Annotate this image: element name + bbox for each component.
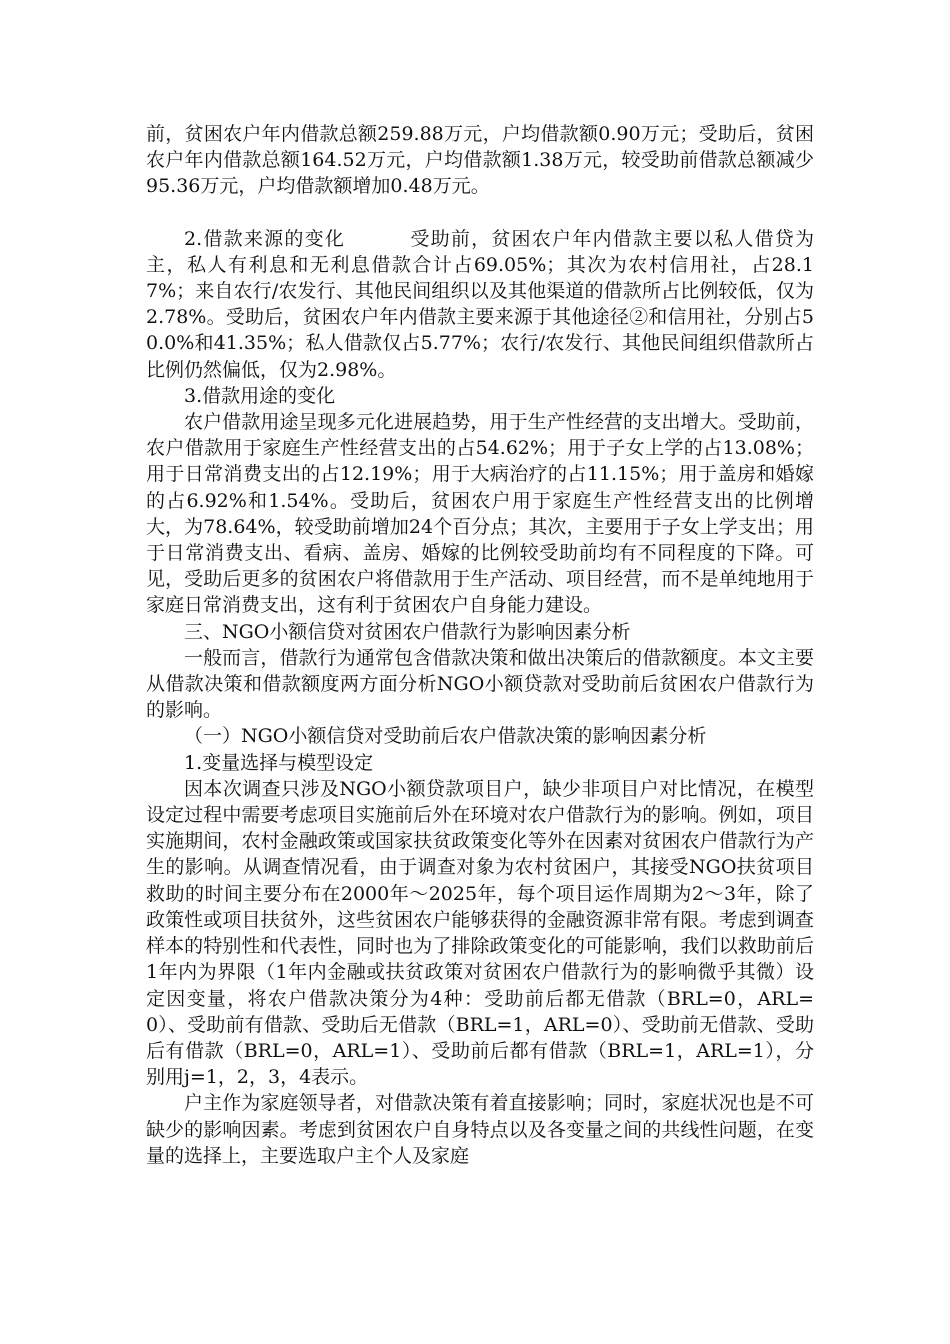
section-heading-influence-factors: 三、NGO小额信贷对贫困农户借款行为影响因素分析 — [184, 620, 631, 643]
paragraph-loan-source-body: 受助前，贫困农户年内借款主要以私人借贷为主，私人有利息和无利息借款合计占69.05%；其次为农村信用社，占28.17%；来自农行/农发行、其他民间组织以及其他渠道的借款所占比例较低，仅为2.78%。受助后，贫困农户年内借款主要来源于其他途径②和信用社，分别占50.0%和41.35%；私人借款仅占5.77%；农行/农发行、其他民间组织借款所占比例仍然偏低，仅为2.98%。 — [146, 227, 814, 381]
section-heading-loan-usage: 3.借款用途的变化 — [184, 384, 336, 407]
paragraph-model-setup: 因本次调查只涉及NGO小额贷款项目户，缺少非项目户对比情况，在模型设定过程中需要考虑项目实施前后外在环境对农户借款行为的影响。例如，项目实施期间，农村金融政策或国家扶贫政策变化等外在因素对贫困农户借款行为产生的影响。从调查情况看，由于调查对象为农村贫困户，其接受NGO扶贫项目救助的时间主要分布在2000年～2025年，每个项目运作周期为2～3年，除了政策性或项目扶贫外，这些贫困农户能够获得的金融资源非常有限。考虑到调查样本的特别性和代表性，同时也为了排除政策变化的可能影响，我们以救助前后1年内为界限（1年内金融或扶贫政策对贫困农户借款行为的影响微乎其微）设定因变量，将农户借款决策分为4种：受助前后都无借款（BRL=0，ARL=0）、受助前有借款、受助后无借款（BRL=1，ARL=0）、受助前无借款、受助后有借款（BRL=0，ARL=1）、受助前后都有借款（BRL=1，ARL=1），分别用j=1，2，3，4表示。 — [146, 777, 814, 1089]
document-page — [146, 121, 814, 1169]
paragraph-borrowing-behavior-intro: 一般而言，借款行为通常包含借款决策和做出决策后的借款额度。本文主要从借款决策和借款额度两方面分析NGO小额贷款对受助前后贫困农户借款行为的影响。 — [146, 646, 814, 722]
subsection-heading-variables-model: 1.变量选择与模型设定 — [184, 751, 374, 774]
paragraph-loan-source-change — [146, 226, 814, 383]
paragraph-loan-usage-change: 农户借款用途呈现多元化进展趋势，用于生产性经营的支出增大。受助前，农户借款用于家庭生产性经营支出的占54.62%；用于子女上学的占13.08%；用于日常消费支出的占12.19%；用于大病治疗的占11.15%；用于盖房和婚嫁的占6.92%和1.54%。受助后，贫困农户用于家庭生产性经营支出的比例增大，为78.64%，较受助前增加24个百分点；其次，主要用于子女上学支出；用于日常消费支出、看病、盖房、婚嫁的比例较受助前均有不同程度的下降。可见，受助后更多的贫困农户将借款用于生产活动、项目经营，而不是单纯地用于家庭日常消费支出，这有利于贫困农户自身能力建设。 — [146, 411, 814, 617]
section-heading-loan-source: 2.借款来源的变化 — [184, 227, 346, 250]
paragraph-variable-selection: 户主作为家庭领导者，对借款决策有着直接影响；同时，家庭状况也是不可缺少的影响因素。考虑到贫困农户自身特点以及各变量之间的共线性问题，在变量的选择上，主要选取户主个人及家庭 — [146, 1092, 814, 1167]
subsection-heading-decision-factors: （一）NGO小额信贷对受助前后农户借款决策的影响因素分析 — [184, 725, 707, 748]
paragraph-loan-amount-change: 前，贫困农户年内借款总额259.88万元，户均借款额0.90万元；受助后，贫困农户年内借款总额164.52万元，户均借款额1.38万元，较受助前借款总额减少95.36万元，户均借款额增加0.48万元。 — [146, 123, 814, 198]
